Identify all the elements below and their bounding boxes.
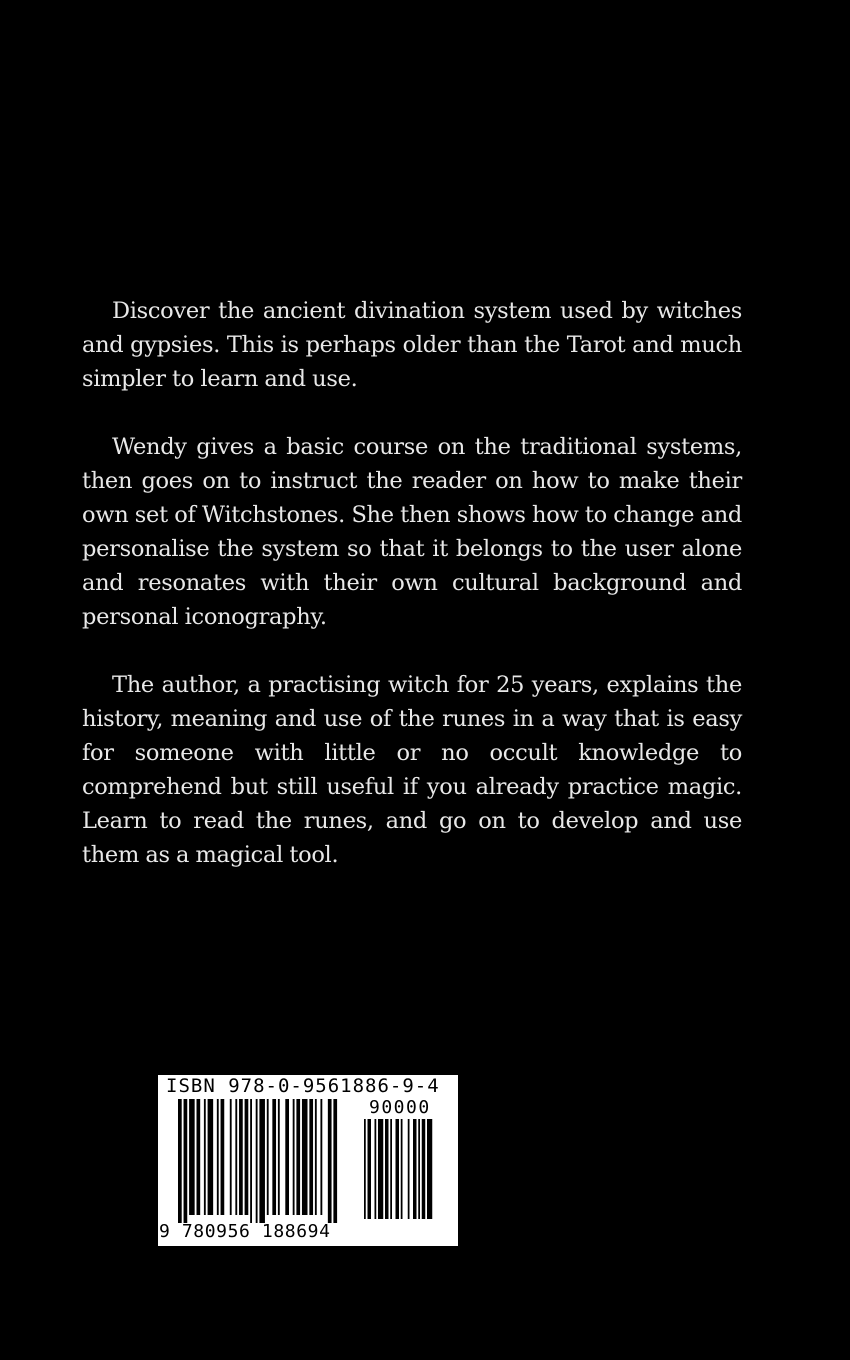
barcode-bar xyxy=(408,1119,410,1219)
barcode-bar xyxy=(368,1119,372,1219)
barcode-bar xyxy=(293,1099,295,1215)
barcode-bar xyxy=(239,1099,243,1215)
barcode-bar xyxy=(418,1119,420,1219)
barcode-bar xyxy=(208,1099,214,1215)
blurb-paragraph-3: The author, a practising witch for 25 years, explains the history, meaning and use of the runes in a way that is easy for someone with little or no occult knowledge to comprehend but still useful if you already practice magic. Learn to read the runes, and go on to develop and use them as a magical tool. xyxy=(82,672,742,868)
barcode-bar xyxy=(413,1119,417,1219)
barcode-bar xyxy=(221,1099,225,1215)
barcode-bar xyxy=(364,1119,366,1219)
barcode-bar xyxy=(385,1119,389,1219)
barcode-bar xyxy=(401,1119,403,1219)
addon-code: 90000 xyxy=(369,1097,431,1118)
barcode-bar xyxy=(256,1099,258,1223)
barcode-bar xyxy=(235,1099,237,1215)
barcode-bar xyxy=(309,1099,313,1215)
barcode-bar xyxy=(285,1099,289,1215)
barcode-bar xyxy=(328,1099,332,1223)
ean-digits: 9 780956 188694 xyxy=(159,1221,331,1242)
blurb-paragraph-2: Wendy gives a basic course on the traditional systems, then goes on to instruct the reader on how to make their own set of Witchstones. She then shows how to change and personalise the system so that it belongs to the user alone and resonates with their own cultural background and personal iconography. xyxy=(82,434,742,630)
barcode-bar xyxy=(278,1099,280,1215)
barcode-bar xyxy=(245,1099,249,1215)
barcode-bar xyxy=(204,1099,206,1215)
barcode-bar xyxy=(272,1099,276,1215)
barcode-bar xyxy=(333,1099,337,1223)
barcode-bar xyxy=(302,1099,308,1215)
barcode-bar xyxy=(320,1099,322,1215)
blurb-paragraph-1: Discover the ancient divination system used by witches and gypsies. This is perhaps older than the Tarot and much simpler to learn and use. xyxy=(82,298,742,392)
barcode-bar xyxy=(230,1099,232,1215)
barcode-bar xyxy=(267,1099,269,1215)
barcode-bar xyxy=(178,1099,182,1223)
barcode-bar xyxy=(378,1119,383,1219)
barcode-bar xyxy=(189,1099,195,1215)
barcode-bar xyxy=(184,1099,188,1223)
barcode-bar xyxy=(375,1119,377,1219)
isbn-label: ISBN 978-0-9561886-9-4 xyxy=(166,1075,440,1097)
barcode-bar xyxy=(396,1119,400,1219)
barcode-bar xyxy=(427,1119,432,1219)
isbn-barcode xyxy=(158,1075,458,1246)
barcode-bar xyxy=(315,1099,317,1215)
barcode-bar xyxy=(250,1099,252,1223)
barcode-bar xyxy=(422,1119,426,1219)
barcode-bar xyxy=(296,1099,300,1215)
barcode-bar xyxy=(197,1099,201,1215)
barcode-bar xyxy=(217,1099,219,1215)
blurb-text xyxy=(82,294,742,906)
barcode-bar xyxy=(259,1099,265,1223)
barcode-bar xyxy=(390,1119,392,1219)
